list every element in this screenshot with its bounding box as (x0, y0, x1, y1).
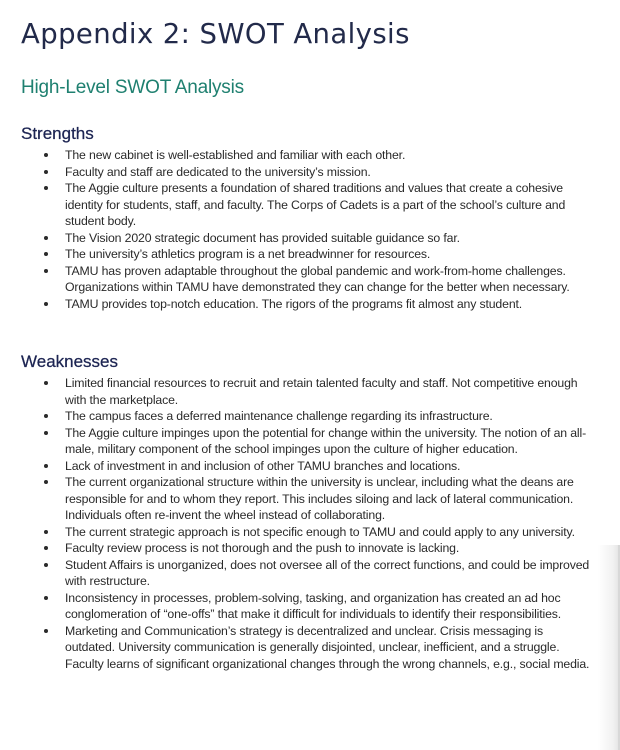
list-item (0, 590, 600, 623)
list-item-text: The Vision 2020 strategic document has provided suitable guidance so far. (65, 230, 460, 245)
list-item (0, 164, 600, 181)
list-item (0, 230, 600, 247)
list-item (0, 524, 600, 541)
list-item-text: Student Affairs is unorganized, does not oversee all of the correct functions, and could be improved with restructure. (65, 557, 590, 588)
bullet-icon (44, 186, 48, 190)
list-item (0, 408, 600, 425)
bullet-icon (44, 381, 48, 385)
list-item (0, 296, 600, 313)
list-item-text: Faculty review process is not thorough and the push to innovate is lacking. (65, 541, 460, 555)
list-item-text: The new cabinet is well-established and familiar with each other. (65, 148, 406, 162)
list-item-text: The current strategic approach is not specific enough to TAMU and could apply to any university. (65, 524, 575, 539)
list-item (0, 623, 600, 673)
list-item-text: The campus faces a deferred maintenance challenge regarding its infrastructure. (65, 409, 493, 423)
bullet-icon (44, 269, 48, 273)
bullet-icon (44, 170, 48, 174)
list-item-text: The Aggie culture impinges upon the potential for change within the university. The notion of an all-male, military component of the school impinges upon the culture of higher education. (65, 425, 587, 456)
list-item (0, 147, 600, 164)
list-item (0, 180, 600, 230)
list-item (0, 425, 600, 458)
bullet-icon (44, 480, 48, 484)
list-item-text: Limited financial resources to recruit and retain talented faculty and staff. Not competitive enough with the marketplace. (65, 376, 578, 407)
bullet-icon (44, 464, 48, 468)
bullet-icon (44, 596, 48, 600)
page-title: Appendix 2: SWOT Analysis (21, 18, 410, 50)
weaknesses-heading: Weaknesses (21, 352, 119, 371)
list-item-text: Lack of investment in and inclusion of other TAMU branches and locations. (65, 458, 461, 473)
list-item (0, 474, 600, 524)
list-item (0, 263, 600, 296)
bullet-icon (44, 414, 48, 418)
bullet-icon (44, 629, 48, 633)
list-item-text: Faculty and staff are dedicated to the university’s mission. (65, 164, 371, 179)
list-item-text: The university’s athletics program is a net breadwinner for resources. (65, 247, 431, 261)
strengths-list (0, 147, 600, 312)
list-item-text: TAMU provides top-notch education. The rigors of the programs fit almost any student. (65, 296, 523, 311)
list-item-text: Inconsistency in processes, problem-solving, tasking, and organization has created an ad hoc conglomeration of “one-offs” that make it difficult for individuals to identify their responsibilities. (65, 590, 562, 621)
list-item-text: TAMU has proven adaptable throughout the global pandemic and work-from-home challenges. Organizations within TAMU have demonstrated they can change for the better when necessary. (65, 263, 570, 294)
list-item (0, 375, 600, 408)
bullet-icon (44, 563, 48, 567)
bullet-icon (44, 431, 48, 435)
list-item-text: The Aggie culture presents a foundation of shared traditions and values that create a cohesive identity for students, staff, and faculty. The Corps of Cadets is a part of the school’s culture and student body. (65, 181, 566, 228)
weaknesses-list (0, 375, 600, 672)
list-item-text: Marketing and Communication’s strategy is decentralized and unclear. Crisis messaging is outdated. University communication is generally disjointed, unclear, inefficient, and a struggle. Faculty learns of significant organizational changes through the wrong channels, e.g., social media. (65, 623, 590, 671)
bullet-icon (44, 546, 48, 550)
bullet-icon (44, 153, 48, 157)
bullet-icon (44, 302, 48, 306)
list-item (0, 540, 600, 557)
strengths-heading: Strengths (21, 124, 94, 143)
bullet-icon (44, 236, 48, 240)
bullet-icon (44, 252, 48, 256)
list-item (0, 458, 600, 475)
bullet-icon (44, 530, 48, 534)
section-subtitle: High-Level SWOT Analysis (21, 77, 244, 98)
list-item (0, 246, 600, 263)
list-item-text: The current organizational structure within the university is unclear, including what the deans are responsible for and to whom they report. This includes siloing and lack of lateral communication. Individuals often re-invent the wheel instead of collaborating. (65, 475, 574, 522)
overlay-panel-shadow (598, 545, 620, 750)
list-item (0, 557, 600, 590)
